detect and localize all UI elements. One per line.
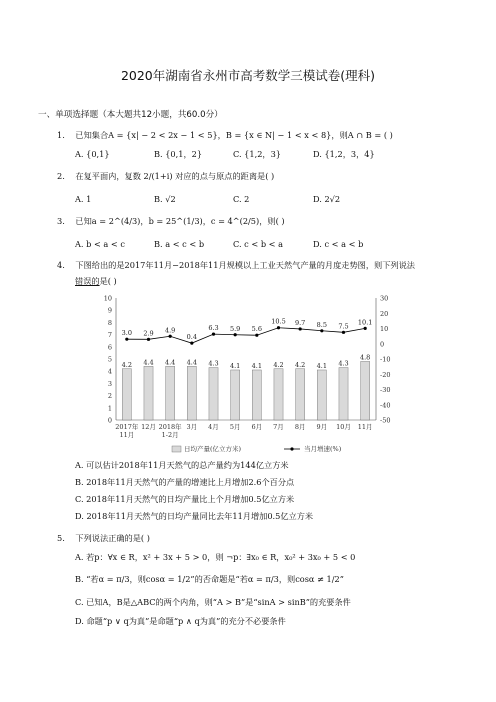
question-number: 3. — [57, 216, 65, 226]
left-tick-label: 7 — [107, 331, 112, 340]
right-tick-label: 20 — [380, 309, 389, 318]
option-b: B. “若α = π/3，则cosα = 1/2”的否命题是“若α = π/3，则cosα ≠ 1/2” — [75, 574, 344, 584]
category-label: 9月 — [316, 423, 328, 431]
growth-value-label: 9.7 — [294, 318, 306, 327]
option-a: A. 若p：∀x ∈ R，x² + 3x + 5 > 0，则 ¬p：∃x₀ ∈ R，x₀² + 3x₀ + 5 < 0 — [75, 552, 356, 562]
growth-point — [169, 335, 172, 338]
gas-production-chart — [96, 290, 406, 458]
growth-point — [342, 331, 345, 334]
left-tick-label: 8 — [107, 318, 112, 327]
growth-value-label: 0.4 — [186, 333, 198, 342]
option-b: B. √2 — [154, 194, 176, 204]
category-label: 12月 — [141, 423, 156, 431]
question-5 — [57, 533, 150, 544]
right-tick-label: 10 — [380, 325, 389, 333]
question-number: 1. — [57, 130, 65, 140]
legend-line-marker — [290, 447, 293, 450]
question-text: 已知集合A = {x| − 2 < 2x − 1 < 5}，B = {x ∈ N| − 1 < x < 8}，则A ∩ B = ( ) — [75, 130, 393, 140]
question-text: 下列说法正确的是( ) — [75, 533, 150, 543]
bar-value-label: 4.3 — [208, 359, 219, 368]
option-c: C. 已知A，B是△ABC的两个内角，则“A > B”是“sinA > sinB”的充要条件 — [75, 597, 351, 607]
bar-value-label: 4.1 — [251, 361, 263, 370]
right-tick-label: 30 — [380, 294, 389, 303]
option-c: C. 2 — [233, 194, 250, 204]
option-a: A. 可以估计2018年11月天然气的总产量约为144亿立方米 — [75, 460, 289, 470]
growth-point — [212, 333, 215, 336]
category-label: 5月 — [229, 423, 241, 431]
question-3 — [57, 216, 285, 227]
left-tick-label: 5 — [107, 355, 112, 364]
option-c: C. c < b < a — [233, 239, 284, 249]
question-1 — [57, 130, 393, 141]
category-label: 7月 — [273, 423, 284, 431]
growth-value-label: 10.1 — [357, 318, 373, 327]
growth-point — [190, 342, 193, 345]
right-tick-label: -50 — [380, 416, 391, 425]
growth-value-label: 8.5 — [316, 320, 328, 329]
option-a: A. b < a < c — [75, 239, 125, 249]
bar — [339, 368, 348, 420]
question-text-rest: 是( ) — [99, 276, 117, 286]
option-b: B. {0,1，2} — [154, 149, 203, 159]
growth-point — [364, 327, 367, 330]
category-label: 11月 — [119, 431, 135, 439]
bar-value-label: 4.2 — [273, 360, 284, 369]
bar-value-label: 4.4 — [143, 358, 154, 367]
left-tick-label: 4 — [107, 367, 112, 376]
right-tick-label: 0 — [380, 340, 385, 349]
question-text: 已知a = 2^(4/3)，b = 25^(1/3)，c = 4^(2/5)，则( ) — [75, 216, 285, 226]
growth-value-label: 10.5 — [271, 317, 286, 326]
bar — [209, 368, 218, 420]
bar-value-label: 4.1 — [316, 361, 328, 370]
growth-value-label: 3.0 — [121, 329, 133, 338]
left-tick-label: 6 — [107, 343, 112, 352]
bar — [274, 369, 283, 420]
option-d: D. c < a < b — [313, 239, 364, 249]
category-label: 8月 — [294, 423, 306, 431]
option-d: D. 2018年11月天然气的日均产量同比去年11月增加0.5亿立方米 — [75, 511, 314, 521]
growth-point — [125, 338, 128, 341]
category-label: 4月 — [208, 423, 219, 431]
category-label: 10月 — [336, 423, 351, 431]
growth-value-label: 5.6 — [251, 325, 263, 334]
growth-point — [277, 326, 280, 329]
right-tick-label: -20 — [380, 370, 391, 379]
option-d: D. {1,2，3，4} — [313, 149, 375, 159]
growth-point — [147, 338, 150, 341]
left-tick-label: 2 — [107, 392, 112, 401]
bar-value-label: 4.4 — [164, 358, 176, 367]
bar-value-label: 4.8 — [359, 353, 371, 362]
question-4-line2 — [75, 276, 117, 287]
question-number: 2. — [57, 171, 65, 181]
legend-line-label: 当月增速(%) — [304, 445, 342, 453]
category-label: 6月 — [251, 423, 263, 431]
growth-line — [127, 328, 365, 343]
right-tick-label: -10 — [380, 355, 391, 364]
bar — [296, 369, 305, 420]
option-c: C. 2018年11月天然气的日均产量比上个月增加0.5亿立方米 — [75, 494, 295, 504]
growth-point — [234, 333, 237, 336]
legend-bar-swatch — [172, 446, 181, 452]
question-text: 下图给出的是2017年11月−2018年11月规模以上工业天然气产量的月度走势图，则下列说法 — [75, 260, 415, 270]
option-a: A. 1 — [75, 194, 92, 204]
growth-point — [299, 327, 302, 330]
option-b: B. a < c < b — [154, 239, 205, 249]
category-label: 2018年 — [158, 423, 182, 431]
bar-value-label: 4.1 — [229, 361, 241, 370]
question-number: 4. — [57, 260, 65, 270]
question-4 — [57, 260, 415, 271]
left-tick-label: 1 — [107, 404, 112, 413]
bar — [166, 366, 175, 420]
left-tick-label: 0 — [107, 416, 112, 425]
bar — [252, 370, 261, 420]
bar-value-label: 4.3 — [338, 359, 349, 368]
question-2 — [57, 171, 274, 182]
left-tick-label: 9 — [107, 306, 112, 315]
legend-bar-label: 日均产量(亿立方米) — [184, 445, 242, 453]
category-label: 3月 — [186, 423, 198, 431]
bar-value-label: 4.2 — [121, 360, 133, 369]
growth-point — [320, 329, 323, 332]
bar — [187, 366, 196, 420]
category-label: 2017年 — [115, 423, 139, 431]
section-heading: 一、单项选择题（本大题共12小题，共60.0分） — [38, 110, 223, 120]
growth-point — [255, 334, 258, 337]
growth-value-label: 7.5 — [338, 322, 349, 331]
page-title: 2020年湖南省永州市高考数学三模试卷(理科) — [120, 68, 376, 83]
bar — [231, 370, 240, 420]
option-a: A. {0,1} — [75, 149, 110, 159]
option-d: D. 2√2 — [313, 194, 341, 204]
bar-value-label: 4.4 — [186, 358, 198, 367]
growth-value-label: 5.9 — [229, 324, 241, 333]
bar — [144, 366, 153, 420]
right-tick-label: -40 — [380, 401, 391, 410]
category-label: 1-2月 — [161, 431, 179, 439]
bar-value-label: 4.2 — [294, 360, 306, 369]
underlined-text: 错误的 — [75, 276, 100, 286]
question-number: 5. — [57, 533, 65, 543]
left-tick-label: 10 — [103, 294, 112, 303]
option-c: C. {1,2，3} — [233, 149, 282, 159]
bar — [361, 361, 370, 420]
left-tick-label: 3 — [107, 379, 112, 388]
category-label: 11月 — [357, 423, 373, 431]
option-b: B. 2018年11月天然气的产量的增速比上月增加2.6个百分点 — [75, 477, 295, 487]
bar — [122, 369, 131, 420]
question-text: 在复平面内，复数 2/(1+i) 对应的点与原点的距离是( ) — [75, 171, 275, 181]
growth-value-label: 2.9 — [143, 329, 154, 338]
right-tick-label: -30 — [380, 386, 391, 394]
option-d: D. 命题“p ∨ q为真”是命题“p ∧ q为真”的充分不必要条件 — [75, 616, 286, 626]
bar — [317, 370, 326, 420]
growth-value-label: 6.3 — [208, 324, 219, 333]
growth-value-label: 4.9 — [164, 326, 176, 335]
